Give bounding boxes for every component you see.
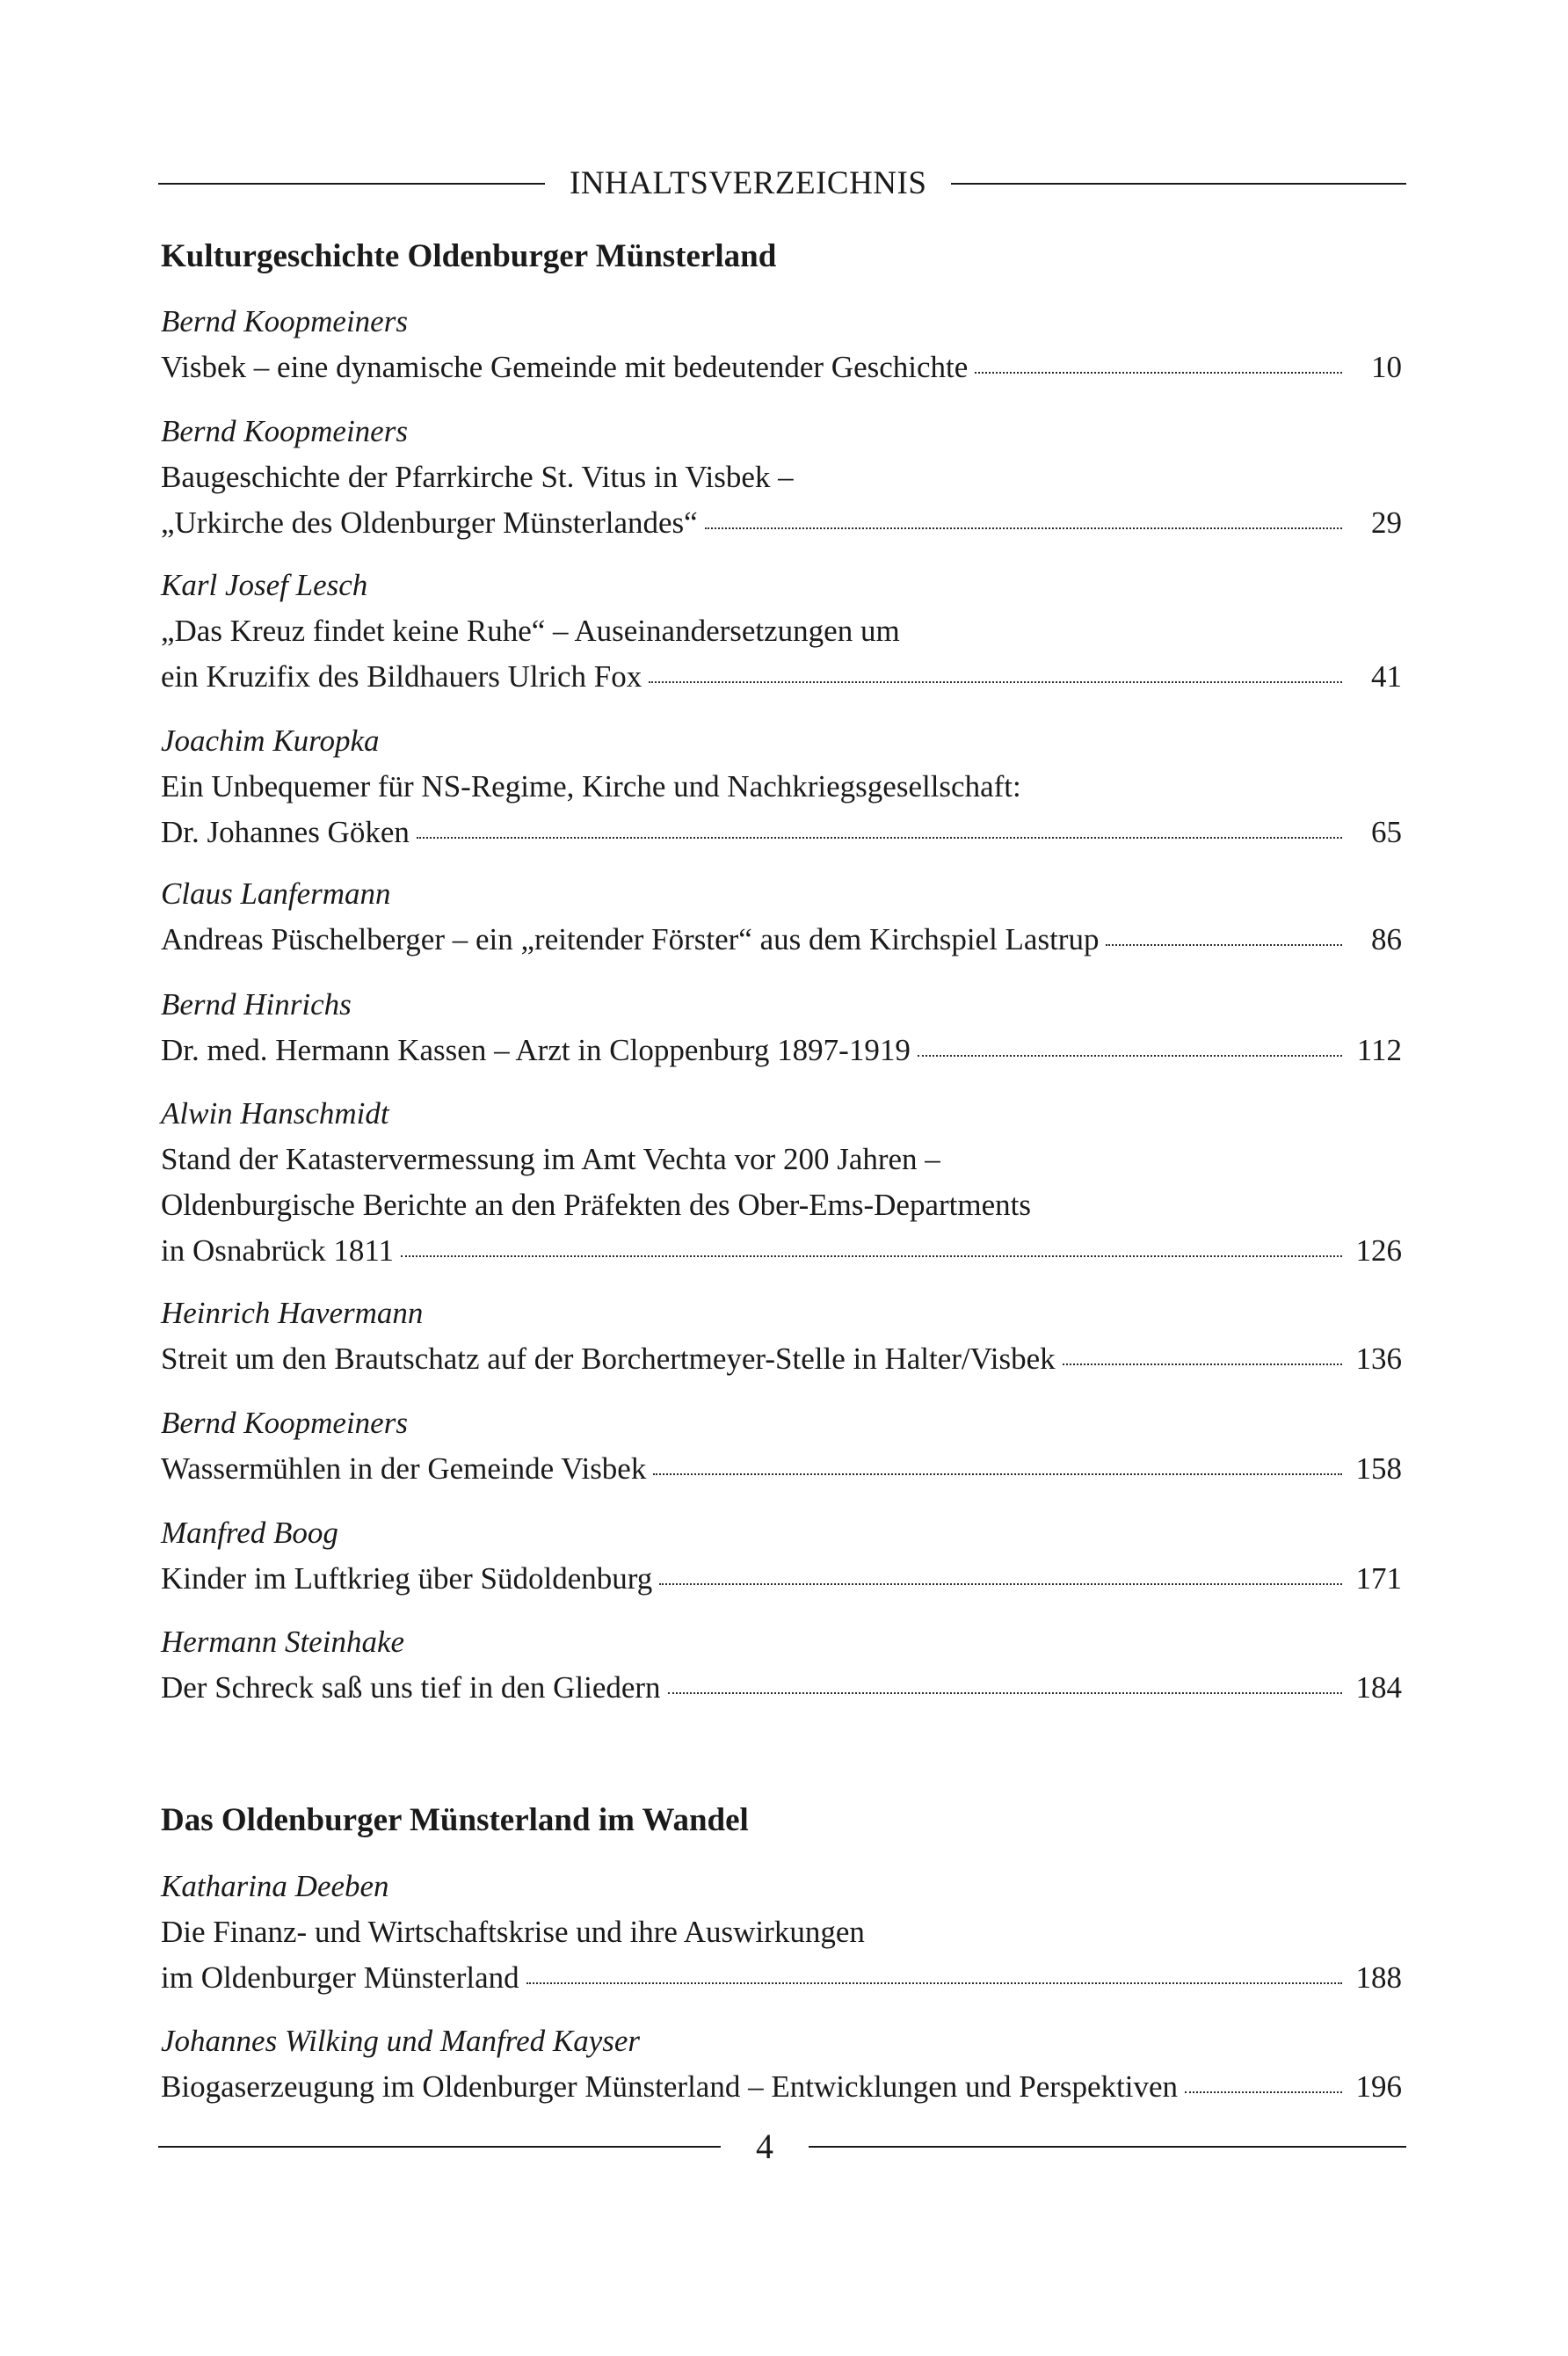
entry-author: Bernd Koopmeiners [161,304,408,338]
entry-page-number: 10 [1371,350,1402,384]
entry-page-number: 158 [1355,1451,1402,1486]
page-title: INHALTSVERZEICHNIS [570,165,927,201]
entry-title: Streit um den Brautschatz auf der Borchertmeyer-Stelle in Halter/Visbek [161,1342,1056,1376]
entry-title-line: Die Finanz- und Wirtschaftskrise und ihre Auswirkungen [161,1915,865,1949]
entry-page-number: 29 [1371,505,1402,540]
dot-leader [417,837,1342,839]
entry-title-line [161,917,1402,963]
entry-title-line [161,1556,1402,1602]
dot-leader [1063,1363,1342,1365]
entry-author: Joachim Kuropka [161,724,380,758]
dot-leader [975,372,1342,374]
entry-author: Manfred Boog [161,1516,338,1550]
entry-title: ein Kruzifix des Bildhauers Ulrich Fox [161,659,642,694]
entry-title: Kinder im Luftkrieg über Südoldenburg [161,1561,653,1596]
toc-entry [161,563,1402,700]
dot-leader [526,1982,1342,1984]
footer-rule-left [158,2146,721,2148]
section-heading: Kulturgeschichte Oldenburger Münsterland [161,238,777,274]
entry-title-line [161,654,1402,700]
toc-entry [161,871,1402,963]
entry-author: Hermann Steinhake [161,1625,405,1659]
toc-entry [161,982,1402,1073]
toc-entry [161,1864,1402,2001]
entry-title: Biogaserzeugung im Oldenburger Münsterland – Entwicklungen und Perspektiven [161,2069,1179,2104]
entry-page-number: 65 [1371,815,1402,849]
entry-title-line [161,500,1402,546]
entry-page-number: 188 [1355,1960,1402,1995]
entry-author: Heinrich Havermann [161,1296,424,1330]
entry-title-line: Baugeschichte der Pfarrkirche St. Vitus in Visbek – [161,460,794,494]
section-heading: Das Oldenburger Münsterland im Wandel [161,1802,749,1838]
dot-leader [649,681,1342,683]
dot-leader [705,527,1342,529]
entry-page-number: 196 [1355,2069,1402,2104]
entry-title: in Osnabrück 1811 [161,1233,395,1268]
entry-title: Der Schreck saß uns tief in den Gliedern [161,1670,661,1705]
entry-title-line [161,345,1402,390]
page-footer [158,2129,1406,2164]
dot-leader [918,1055,1342,1057]
toc-entry [161,718,1402,855]
entry-author: Karl Josef Lesch [161,568,368,602]
entry-author: Bernd Hinrichs [161,987,352,1022]
entry-page-number: 41 [1371,659,1402,694]
entry-title-line [161,1446,1402,1492]
entry-author: Alwin Hanschmidt [161,1096,389,1131]
toc-entry [161,2018,1402,2110]
dot-leader [1106,944,1342,946]
entry-title-line [161,810,1402,855]
entry-title-line: „Das Kreuz findet keine Ruhe“ – Auseinandersetzungen um [161,614,900,648]
toc-entry [161,409,1402,546]
entry-page-number: 136 [1355,1342,1402,1376]
toc-entry [161,1510,1402,1602]
entry-title: Visbek – eine dynamische Gemeinde mit bedeutender Geschichte [161,350,969,384]
entry-page-number: 126 [1355,1233,1402,1268]
entry-title-line: Stand der Katastervermessung im Amt Vechta vor 200 Jahren – [161,1142,940,1176]
entry-title-line [161,1336,1402,1382]
entry-title: im Oldenburger Münsterland [161,1960,519,1995]
entry-page-number: 112 [1356,1033,1402,1067]
page-header [158,167,1406,200]
entry-title: Andreas Püschelberger – ein „reitender Förster“ aus dem Kirchspiel Lastrup [161,922,1100,956]
entry-title-line [161,2064,1402,2110]
dot-leader [659,1583,1342,1585]
dot-leader [401,1255,1342,1257]
dot-leader [668,1692,1342,1694]
page-number: 4 [756,2127,773,2166]
entry-title-line [161,1665,1402,1711]
entry-title: Wassermühlen in der Gemeinde Visbek [161,1451,647,1486]
toc-entry [161,1091,1402,1274]
entry-title-line [161,1955,1402,2001]
entry-title-line [161,1028,1402,1073]
toc-entry [161,1619,1402,1711]
entry-title: Dr. Johannes Göken [161,815,410,849]
entry-page-number: 86 [1371,922,1402,956]
entry-author: Johannes Wilking und Manfred Kayser [161,2024,641,2058]
dot-leader [653,1473,1342,1475]
footer-rule-right [809,2146,1406,2148]
header-rule-right [951,183,1406,185]
entry-title: Dr. med. Hermann Kassen – Arzt in Cloppenburg 1897-1919 [161,1033,911,1067]
toc-entry [161,1400,1402,1492]
header-rule-left [158,183,545,185]
entry-page-number: 171 [1355,1561,1402,1596]
entry-title-line: Ein Unbequemer für NS-Regime, Kirche und Nachkriegsgesellschaft: [161,769,1021,804]
toc-entry [161,1291,1402,1382]
entry-page-number: 184 [1355,1670,1402,1705]
entry-title-line: Oldenburgische Berichte an den Präfekten des Ober-Ems-Departments [161,1188,1031,1222]
dot-leader [1185,2091,1342,2093]
entry-author: Bernd Koopmeiners [161,414,408,448]
entry-title: „Urkirche des Oldenburger Münsterlandes“ [161,505,698,540]
toc-entry [161,299,1402,390]
entry-author: Bernd Koopmeiners [161,1406,408,1440]
entry-title-line [161,1228,1402,1274]
entry-author: Katharina Deeben [161,1869,389,1903]
entry-author: Claus Lanfermann [161,876,391,911]
